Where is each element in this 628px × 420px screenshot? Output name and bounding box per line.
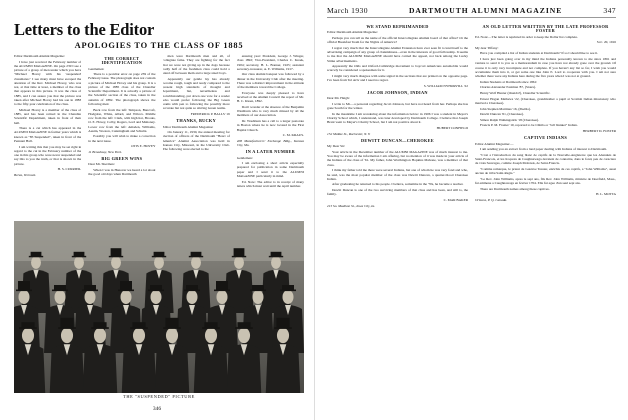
salutation: Editor Dartmouth Alumni Magazine: [162,124,214,129]
figure-head [94,328,106,343]
figure-hat [271,252,282,256]
paragraph: Michael Hovey is a member of the class of 1885, and has been retired in the Chandler Scientific Department, taken in front of their hall. [14,107,82,125]
signature: HUBERT CONFIELD [436,126,468,131]
figure-head [234,256,244,269]
letter-body [327,102,468,125]
paragraph: "C'est a l'introduction du sang blanc de captifs de la Nouvelle-Angleterre que les Abenakis de Saint-Francois, et les Iroquois de Caughnawaga devaient de connaitre, dans le fond, peu de caractere de vrais Sauvages, comme Joseph Mohawk, de Saint-Francis. [475,152,616,166]
letter-body [327,36,468,83]
paragraph: There is a cut which has appeared in the ALUMNI MAGAZINE in former years which is known as "85 Suspended", taken in front of the Pennant Hall. [14,126,82,143]
figure-hat-brim [214,290,230,292]
letter-body [14,60,81,166]
figure-hat-brim [16,290,32,292]
figure-head [205,328,217,343]
location: Berea, Vermont. [14,172,37,177]
paragraph: Our class alumni banquet was followed by a dinner in the University Club after the meeting. There was a distinct improvement in the attitude of the members toward the College. [236,72,304,90]
paragraph: I have just received the February number of the ALUMNI MAGAZINE. On page 239 I see a picture of a group of men under which you have "Michael Hovey with his 'suspended' classmates." I see many must have escaped the attention of the Rev. Michael Hovey, who was not, at that time at least, a member of the class that appears in this picture. It was the class of 1885, and I can assure you that the picture was taken after Michael Hovey had his son in 1883 to the fifty-year celebration of the class. [14,59,82,107]
letter-date: Sept. 20, 1916 [596,40,616,45]
figure-hat-brim [19,327,37,329]
signature: C. M. KRAUS. [282,133,304,138]
paragraph: ensuing year: President, George J. Winger, class 1892; Vice-President, Charles C. Kreek, 1904; secretary, H. L. Bonner, 1925; assistant secretary-treasurer, A. E. Williams, 1917. [236,54,304,71]
figure-head [271,256,281,269]
figure-hat [191,252,202,256]
salutation: Dear Mr. Haigh: [327,96,350,101]
figure-hat-brim [118,290,134,292]
figure-hat-brim [109,256,123,257]
letter-heading: DEWITT DUNCAN—CHEROKEE [360,137,434,143]
class-photograph [14,221,304,393]
group-portrait-image [14,221,304,393]
paragraph: Henry Wolf Hunter (Oneida?), Chandler Scientific. [480,90,551,95]
paragraph: John Stephen Martinus '16, (Pueblo). [480,106,532,111]
paragraph: Dewitt Duncan is one of the two surviving members of that class and has been, and still is, the family. [327,188,468,197]
figure-head [253,290,264,304]
letter-body [163,54,230,111]
figure-hat [120,281,132,290]
paragraph: Perhaps you can tell us the name of the official Intercollegiate Alumni board of that office? Or the official Breakfast Team for the Nights of America? [327,35,468,45]
paragraph: Dr. Washburn has a call to a larger pastorate in Boston where he is now located in the First Baptist Church. [236,119,304,132]
paragraph: "Le Rev. John Williams, apres le sept ans, fils Rev. John Williams, ministre de Deerfield, Mass., fut emmene a Caughnawaga en fevrier 1704. Elle fut agee d'un seul sept ans. [475,176,616,186]
letter-heading: WE STAND REPRIMANDED [366,23,429,29]
figure-head [85,290,96,304]
paragraph: Ed. Note: The editor is in receipt of many letters which must wait until the April number. [236,179,304,188]
salutation: Gentlemen: [88,66,105,71]
paragraph: Have you compiled a list of Indian students at Dartmouth? If so I should like to see it. [480,51,598,56]
paragraph: Ernest Hogan Mathews '22, (Cherokee, grandmother a pupil at Scottish Indian missionary who married a Cherokee). [475,96,616,105]
magazine-title: DARTMOUTH ALUMNI MAGAZINE [408,6,563,15]
paragraph: I am sending you an extract from a land paper dealing with Indians of interest to Dartmouth. [480,147,608,152]
location: 11 Broadway, New York. [88,149,122,154]
page-number-left: 346 [152,406,162,412]
editor-note: Ed. Note:—The letter is reprinted in order to keep the Dollar list complete. [475,34,578,39]
figure-hat [111,248,122,256]
right-column-2 [475,22,616,414]
paragraph: I write to Mr.—a personal regarding Jacob Johnson, but have not heard from her. Perhaps she has gone South for the winter. [327,102,468,111]
paragraph: On January 11, 1930, the annual meeting for election of officers of the Dartmouth "Heart of America" Alumni Association was held in Kansas City, Missouri, in the University Club. The following were elected to the [162,130,230,152]
paragraph: Francis P. M. Frazier '10, reported to be Chhila or "tall blanket" Indian. [480,123,578,128]
salutation: Dear Mr. Sherman: [88,162,115,167]
figure-hat [54,285,66,290]
figure-hat-brim [148,290,164,292]
running-head-left [14,6,304,18]
figure-hat-brim [269,256,283,257]
salutation: Editor Alumni Magazine:— [475,141,514,146]
signature: C. MAR BAKER [443,197,468,202]
figure-hat [154,252,165,256]
student-list [475,85,616,127]
figure-head [61,328,73,343]
running-head [327,6,616,18]
figure-head [22,328,34,343]
figure-hat-brim [152,256,166,257]
salutation: Editor Dartmouth Alumni Magazine: [14,54,65,58]
figure-head [191,256,201,269]
figure-head [74,256,84,269]
letter-heading: CAPTIVE INDIANS [523,134,568,140]
paragraph: There are Dartmouth names among these captives. [480,186,550,191]
figure-hat-brim [58,327,76,329]
figure-hat [216,281,228,290]
figure-hat [276,318,289,328]
figure-head [277,328,289,343]
paragraph: Indian Students at Dartmouth since 1861: [480,79,538,84]
figure-hat [282,285,294,290]
figure-head [133,328,145,343]
letter-body [475,147,616,191]
right-column-1 [327,22,468,414]
paragraph: When I was in Hanover we heard a lot about the good old days when Dartmouth [88,168,156,177]
figure-hat-brim [280,290,296,292]
figure-hat-brim [163,327,181,329]
figure-hat [234,248,245,256]
figure-hat [252,285,264,290]
paragraph: Apparently the Olds and Oxford-Cambridge movement to boycott Americans automobile would scarcely be considered a spokesman for it. [327,64,468,73]
figure-hat-brim [52,290,68,292]
salutation: My dear Tiffany: [475,45,499,50]
figure-hat [132,322,145,328]
letter-heading: BIG GREEN WINS [101,155,143,161]
paragraph: Everyone was deeply pleased to have received at the Alumni Council the report of Mr. H. C. Kleen, 1892. [236,90,304,104]
figure-head [19,290,30,304]
letter-body [88,168,155,177]
figure-head [238,328,250,343]
letter-heading: THE CORRECT IDENTIFICATION [101,55,143,65]
figure-hat-brim [91,327,109,329]
figure-hat-brim [189,256,203,257]
figure-hat [21,322,34,328]
figure-hat [74,252,85,256]
paragraph: Dewitt Duncan '61, (Cherokee). [480,112,524,117]
figure-head [217,290,228,304]
figure-hat-brim [274,327,292,329]
paragraph: There is a peculiar error on page 239 of the February issue. The photograph does not contain a picture of Michael Hovey and his group. It is a picture of the 1885 class of the Chandler Scientific Department. It is actually a picture of the Scientific section of the class, taken in the autumn of 1882. The photograph shows the following men: [88,72,156,106]
letter-heading: THANKS, BUCKY [176,117,216,123]
figure-body [14,344,45,393]
issue-date: March 1930 [327,6,368,15]
photo-caption: THE "SUSPENDED" PICTURE [123,394,195,399]
figure-hat-brim [250,290,266,292]
figure-hat [150,285,162,290]
paragraph: I think my father told me there were several Indians, but one of whom he was very fond and who, he said, was the most popular member of the class was Dewitt Duncan, a quarter-blood Cherokee Indian. [327,168,468,181]
figure-hat-brim [130,327,148,329]
figure-head [154,256,164,269]
figure-hat [84,285,96,290]
signature: OTIS E. HOVEY [131,144,156,149]
page-title: Letters to the Editor [14,20,155,39]
letter-body [237,161,304,188]
figure-hat [60,318,73,328]
letter-heading: IN A LATER NUMBER [245,148,296,154]
paragraph: Your article in the December number of the ALUMNI MAGAZINE was of much interest to me. You may be aware of the information I am offering, but no mention of it was made in your article of the Indians of the class of '61. My father, John Worthington Hopkins Mahone, was a member of that class. [327,149,468,167]
paragraph: I might very much disagree with some signal in the sections that are printed on the opposite page. I've been from Tel Aviv and I need no regret. [327,74,468,83]
paragraph: Apparently our gentle lay has already become rough, tough and ready compared to the present high standards of thought and department, but, nevertheless and notwithstanding, put down one vote for a reader who would prefer following the Big Green teams with pen to following the possibly more accurate but not quite so stirring Green teams. [162,76,230,111]
figure-hat-brim [29,256,43,257]
paragraph: Back row from the left: Simpson, Bancroft, Hodgdon, White, Allard, and Wilcox. Middle row from the left: Clark, with high hat, Brooks, O. E. Hovey, Colby, Rogers, Lord and Mahoney. Lower row from the left: Amsden, Williams, Austin, Wooton, Cunningham and Schultz. [88,107,156,133]
location: 215 So. Madison St., Iowa City, Ia. [327,203,376,208]
figure-head [55,290,66,304]
paragraph: Charles Alexander Eastman '87, (Sioux). [480,85,536,90]
salutation: Gentlemen: [236,155,253,160]
figure-head [151,290,162,304]
figure-hat [186,285,198,290]
figure-hat [165,318,178,328]
signature: H. S. CURRIER. [57,167,82,172]
location: 152 McRae St., Rochester, N. Y. [327,131,371,136]
location: Orleans, P. Q. Canada. [475,198,508,203]
salutation: Editor Dartmouth Alumni Magazine: [327,30,378,35]
figure-hat-brim [82,290,98,292]
paragraph: I have just been going over in my mind the Indians personally known to me since 1861 and venture to send it to you as a memorandum in case you have not already gone over the ground. Of course it is only very incomplete and not complete. If you haven't any list so far, I wish you would accumulate them into it, or get some one like John E. Lord to cooperate with you. I am not sure whether there were any Indians here during the five years when I was not at ground. [475,57,616,79]
article-subtitle: APOLOGIES TO THE CLASS OF 1885 [74,41,244,50]
right-page [314,0,628,420]
figure-hat-brim [235,327,253,329]
figure-hat [31,252,42,256]
signature: S. WILLIAM NYHORVILL '22 [423,83,468,88]
paragraph: I regret very much that the Intercollegiate Alumni Extension have ever seen fit to lend itself to the advertising campaign of any group of clannishness—even in the interests of good fellowship. It seems to me that the ALUMNI MAGAZINE should have carried the appeal, not back among the Lucky Strike advertisements. [327,45,468,63]
signature: HERBERT D. FOSTER [582,129,616,134]
figure-head [121,290,132,304]
paragraph: Possibly you will wish to make a correction in the next issue. [88,134,156,143]
letter-body [163,130,230,151]
figure-head [166,328,178,343]
letter-body [475,51,616,84]
letter-body [88,72,155,143]
page-number-right: 347 [603,6,616,15]
location: 408 Manufacturers' Exchange Bldg., Kansas City, Mo. [236,138,304,148]
letter-body [237,54,304,132]
paragraph: In the meantime I am wondering about the information below: in 1906 I was a student in Meyer's Charity School which, I understand, was later developed by Dartmouth College. I believe that Joseph Brant went to Meyer's Charity School, but I am not positive about it. [327,111,468,125]
signature: FREDERICK P. BALLS '19 [190,112,230,117]
paragraph: After graduating he returned to his people. I believe, sometime in the '70s, he became a teacher. [332,182,464,187]
signature: H. L. MOTTA [596,192,616,197]
figure-head [111,256,121,269]
paragraph: I am enclosing a short article especially prepared for publication in some Dartmouth paper and I send it to the ALUMNI MAGAZINE particularly in mind. [236,161,304,178]
paragraph: men were Dartmouth men and all, of collegiate fame. They are fighting for the fact that we were not giving up in the dogs because badly half of the freshmen class could hold a stand off between them and a large sized boys. [162,54,230,75]
figure-head [31,256,41,269]
figure-hat-brim [232,256,246,257]
letter-heading: JACOB JOHNSON, INDIAN [367,89,428,95]
paragraph: Simon Ralph Walkingstick '18 (Cherokee). [480,117,539,122]
paragraph: "Comme remarque, le prieur de Gustave Tessier, enrichis de ces captifs, a "John Williams", aussi ancien de tribu Saint-Regis." [475,167,616,176]
figure-head [283,290,294,304]
letter-heading: AN OLD LETTER WRITTEN BY THE LATE PROFESSOR FOSTER [482,23,609,33]
paragraph: I am writing this that you may be set right in regard to the cut in the February number of the one in this group who were never suspended and say this to you the truth, or that is shown in the picture. [14,144,82,166]
figure-head [187,290,198,304]
letter-body [327,150,468,197]
salutation: My Dear Sir: [327,144,346,149]
right-columns [327,22,616,414]
figure-hat-brim [72,256,86,257]
paragraph: Don't wonder at the absence of the Benjamin Washburn who is very much missed by all the members of our Association. [236,104,304,118]
figure-hat-brim [184,290,200,292]
figure-hat [93,322,106,328]
figure-hat [18,281,30,290]
figure-hat [204,322,217,328]
figure-hat [237,322,250,328]
figure-hat-brim [202,327,220,329]
